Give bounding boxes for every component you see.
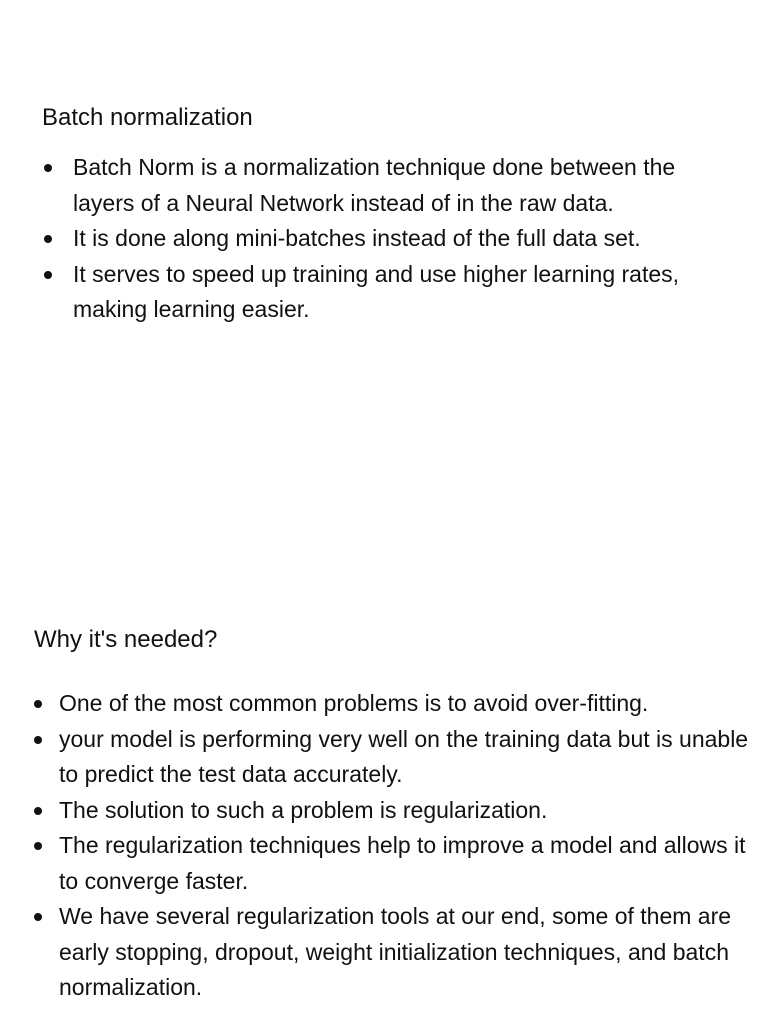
list-item-text: The regularization techniques help to improve a model and allows it to converge faster. [59,832,746,894]
bullet-list [42,150,742,328]
list-item-text: It serves to speed up training and use higher learning rates, making learning easier. [73,260,680,322]
list-item [34,686,754,722]
list-item-text: It is done along mini-batches instead of the full data set. [73,225,641,251]
list-item-text: your model is performing very well on the training data but is unable to predict the test data accurately. [59,725,749,787]
bullet-icon [44,164,52,172]
list-item-text: One of the most common problems is to avoid over-fitting. [59,690,649,716]
bullet-icon [44,271,52,279]
bullet-list [34,686,754,1006]
list-item [34,793,754,829]
list-item [34,828,754,899]
batch-normalization-section [42,100,742,328]
list-item [42,221,742,257]
list-item [34,722,754,793]
bullet-icon [34,913,42,921]
list-item [34,899,754,1006]
section-heading: Batch normalization [42,104,253,131]
bullet-icon [34,700,42,708]
list-item-text: Batch Norm is a normalization technique done between the layers of a Neural Network instead of in the raw data. [73,154,676,216]
bullet-icon [34,807,42,815]
bullet-icon [44,235,52,243]
list-item-text: The solution to such a problem is regularization. [59,796,548,823]
list-item [42,150,742,221]
list-item [42,257,742,328]
bullet-icon [34,736,42,744]
section-heading: Why it's needed? [34,626,218,653]
why-needed-section [34,622,754,1006]
bullet-icon [34,842,42,850]
list-item-text: We have several regularization tools at our end, some of them are early stopping, dropout, weight initialization techniques, and batch normalization. [59,903,732,1000]
